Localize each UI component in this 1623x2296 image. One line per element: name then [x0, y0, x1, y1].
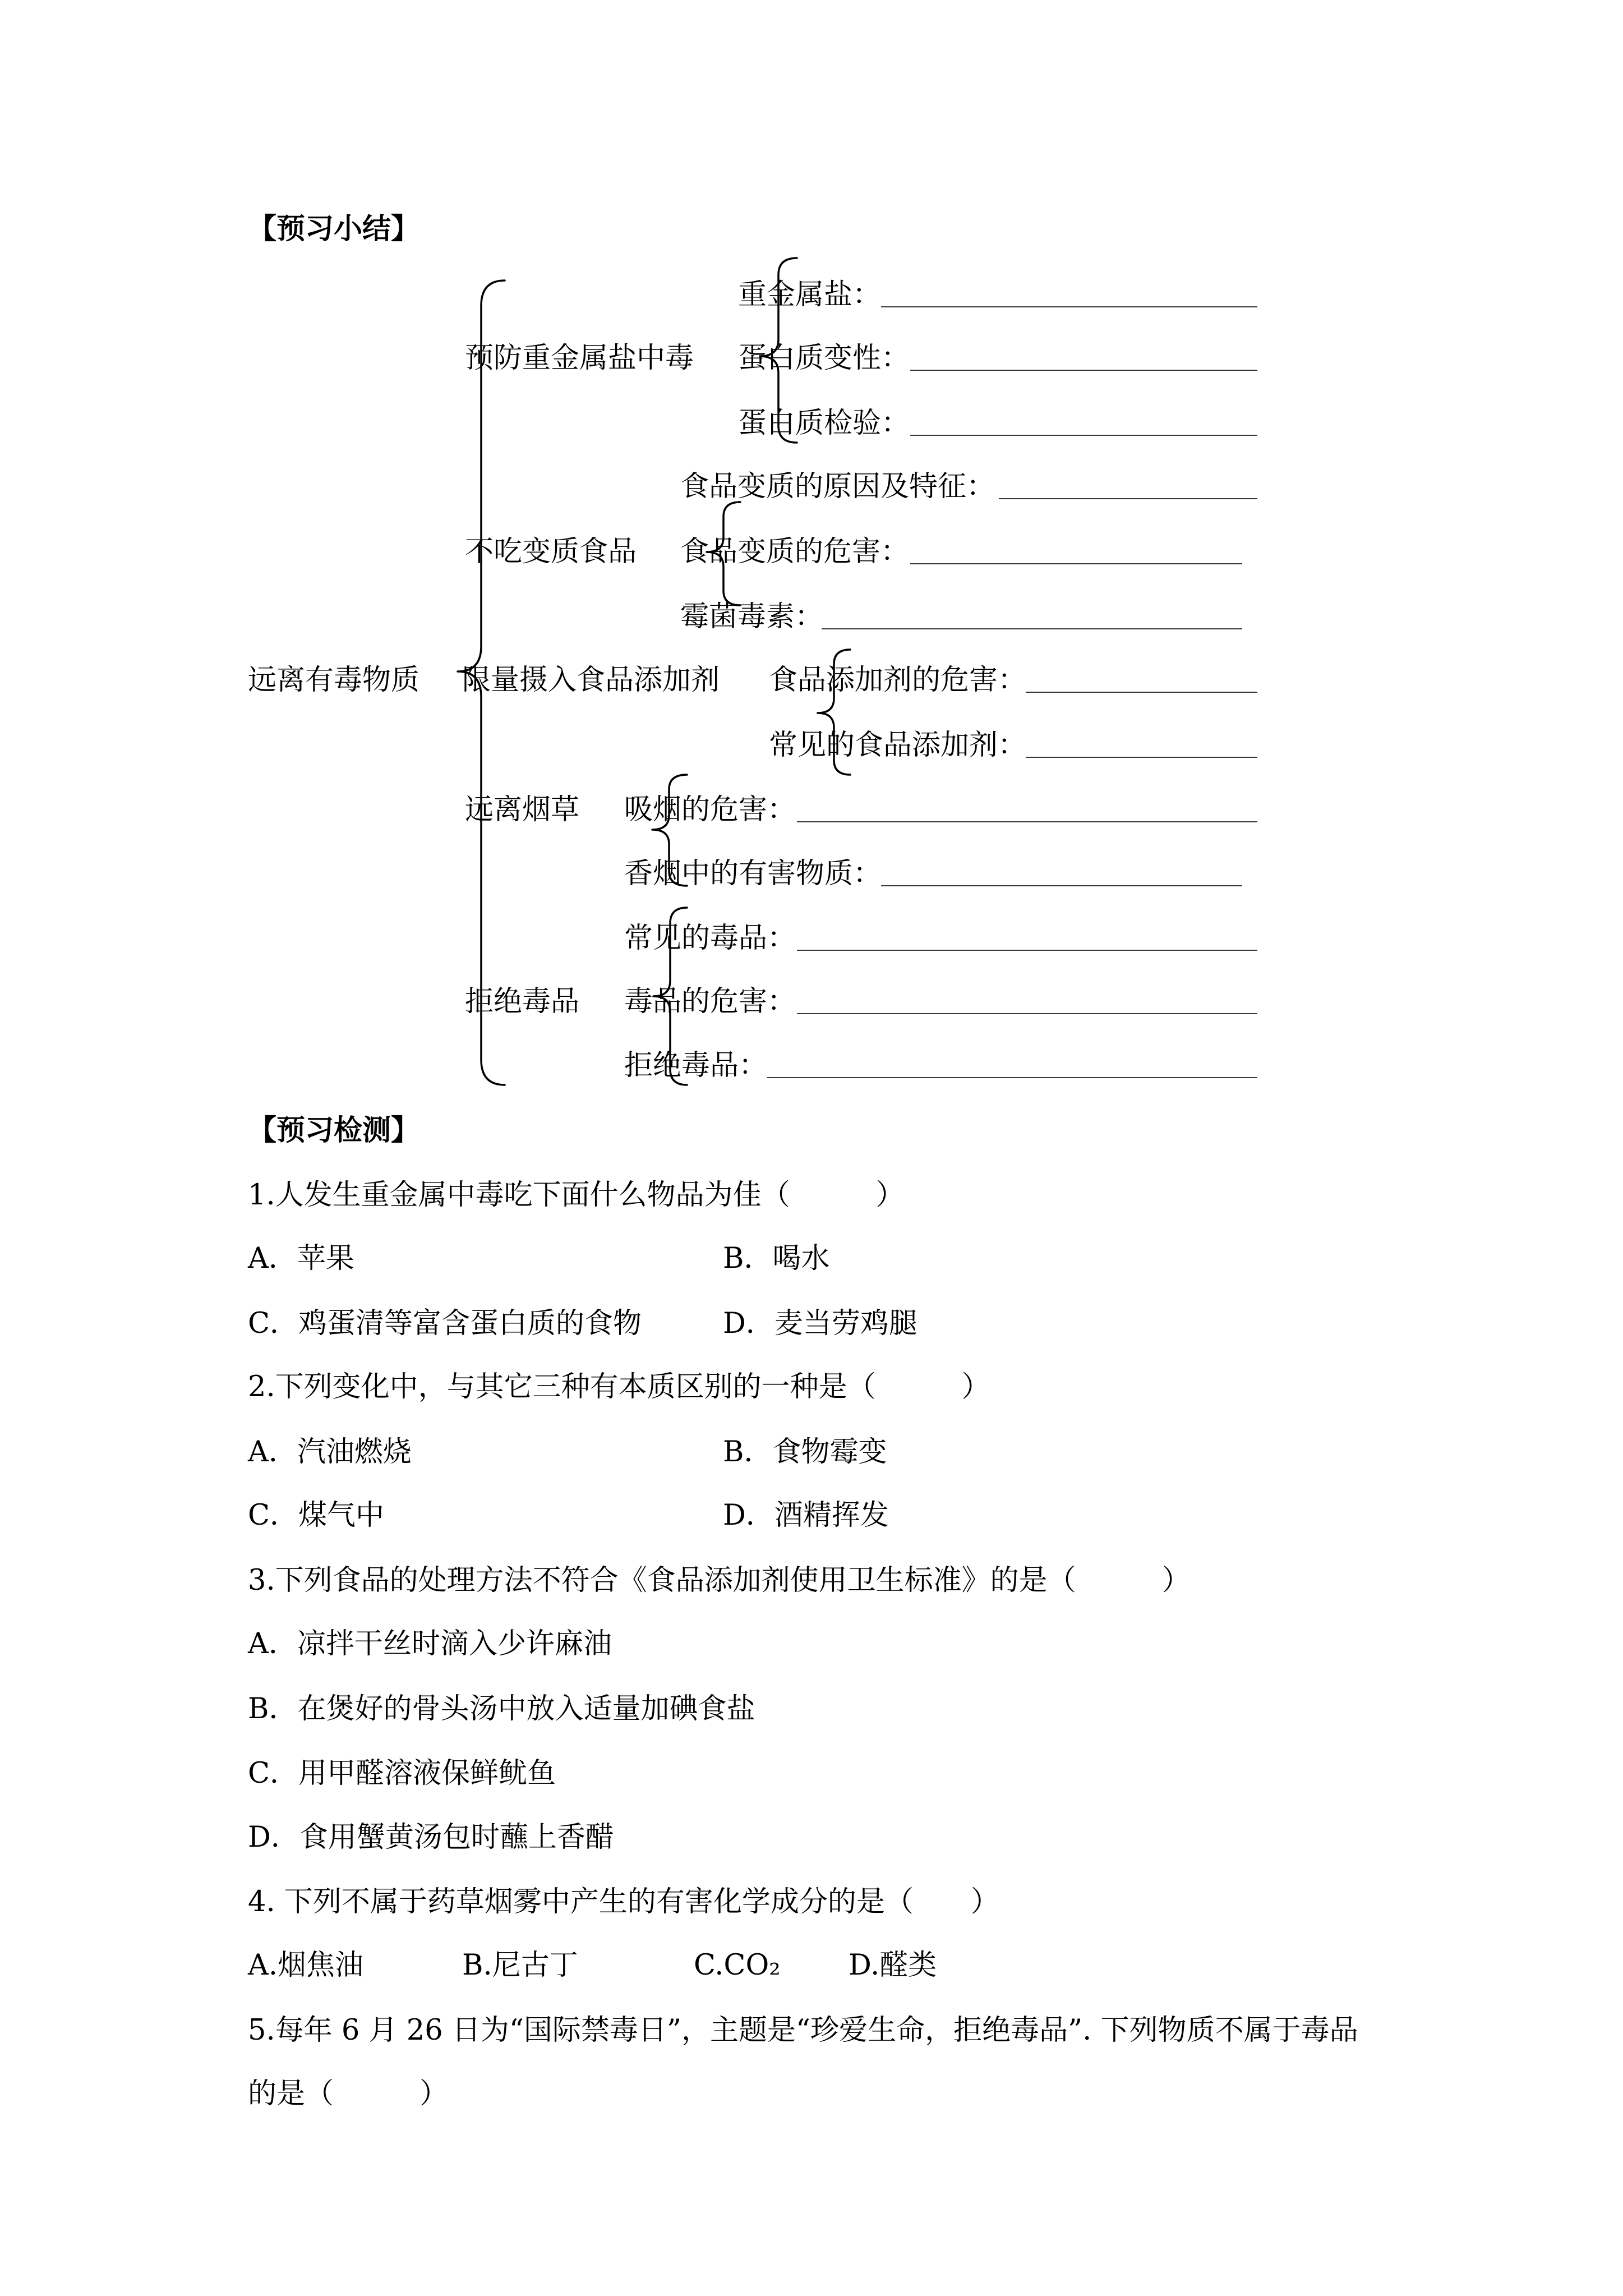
branch-item-label: 拒绝毒品： [624, 1049, 768, 1082]
branch-item-label: 香烟中的有害物质： [624, 857, 882, 890]
answer-blank [797, 950, 1257, 951]
branch-item-label: 食品变质的危害： [680, 535, 910, 568]
branch-item-label: 霉菌毒素： [680, 600, 824, 633]
question-stem: 2.下列变化中，与其它三种有本质区别的一种是（ ） [248, 1370, 990, 1404]
branch-label: 拒绝毒品 [465, 985, 580, 1018]
option-d: D．食用蟹黄汤包时蘸上香醋 [248, 1821, 614, 1854]
option-a: A．汽油燃烧 [248, 1435, 412, 1469]
branch-label: 远离烟草 [465, 793, 580, 826]
branch-label: 预防重金属盐中毒 [465, 342, 694, 375]
answer-blank [910, 435, 1257, 436]
option-c: C．煤气中 [248, 1499, 385, 1532]
option-b: B.尼古丁 [462, 1949, 578, 1982]
option-d: D．麦当劳鸡腿 [723, 1307, 917, 1340]
answer-blank [1026, 757, 1257, 758]
question-stem: 1.人发生重金属中毒吃下面什么物品为佳（ ） [248, 1179, 905, 1212]
branch-item-label: 食品变质的原因及特征： [680, 470, 995, 503]
option-c: C．用甲醛溶液保鲜鱿鱼 [248, 1757, 556, 1790]
branch-label: 不吃变质食品 [465, 535, 637, 568]
option-a: A．凉拌干丝时滴入少许麻油 [248, 1627, 612, 1660]
branch-item-label: 食品添加剂的危害： [769, 664, 1027, 697]
question-stem: 3.下列食品的处理方法不符合《食品添加剂使用卫生标准》的是（ ） [248, 1564, 1191, 1597]
option-b: B．在煲好的骨头汤中放入适量加碘食盐 [248, 1692, 755, 1726]
branch-item-label: 重金属盐： [738, 278, 882, 311]
branch-item-label: 常见的毒品： [624, 922, 796, 955]
option-d: D．酒精挥发 [723, 1499, 889, 1532]
answer-blank [767, 1077, 1257, 1078]
branch-item-label: 常见的食品添加剂： [769, 729, 1027, 762]
answer-blank [881, 885, 1242, 886]
branch-item-label: 吸烟的危害： [624, 793, 796, 826]
test-heading: 【预习检测】 [248, 1114, 420, 1147]
option-a: A.烟焦油 [248, 1949, 364, 1982]
question-stem-continued: 的是（ ） [248, 2077, 449, 2110]
option-c: C.CO₂ [694, 1949, 781, 1982]
summary-heading: 【预习小结】 [248, 212, 420, 246]
answer-blank [822, 628, 1242, 629]
option-d: D.醛类 [849, 1949, 937, 1982]
answer-blank [1026, 692, 1257, 693]
branch-item-label: 蛋白质检验： [738, 407, 910, 440]
answer-blank [797, 1013, 1257, 1014]
branch-label: 限量摄入食品添加剂 [462, 664, 720, 697]
branch-item-label: 蛋白质变性： [738, 342, 910, 375]
branch-item-label: 毒品的危害： [624, 985, 796, 1018]
option-a: A．苹果 [248, 1242, 354, 1275]
answer-blank [881, 306, 1257, 307]
answer-blank [797, 821, 1257, 822]
answer-blank [910, 370, 1257, 371]
option-b: B．喝水 [723, 1242, 830, 1275]
question-stem: 4. 下列不属于药草烟雾中产生的有害化学成分的是（ ） [248, 1885, 999, 1918]
concept-map-root: 远离有毒物质 [248, 664, 420, 697]
answer-blank [999, 498, 1257, 499]
question-stem: 5.每年 6 月 26 日为“国际禁毒日”，主题是“珍爱生命，拒绝毒品”. 下列物质不属于毒品 [248, 2014, 1358, 2047]
answer-blank [910, 563, 1242, 564]
option-c: C．鸡蛋清等富含蛋白质的食物 [248, 1307, 642, 1340]
option-b: B．食物霉变 [723, 1435, 887, 1469]
